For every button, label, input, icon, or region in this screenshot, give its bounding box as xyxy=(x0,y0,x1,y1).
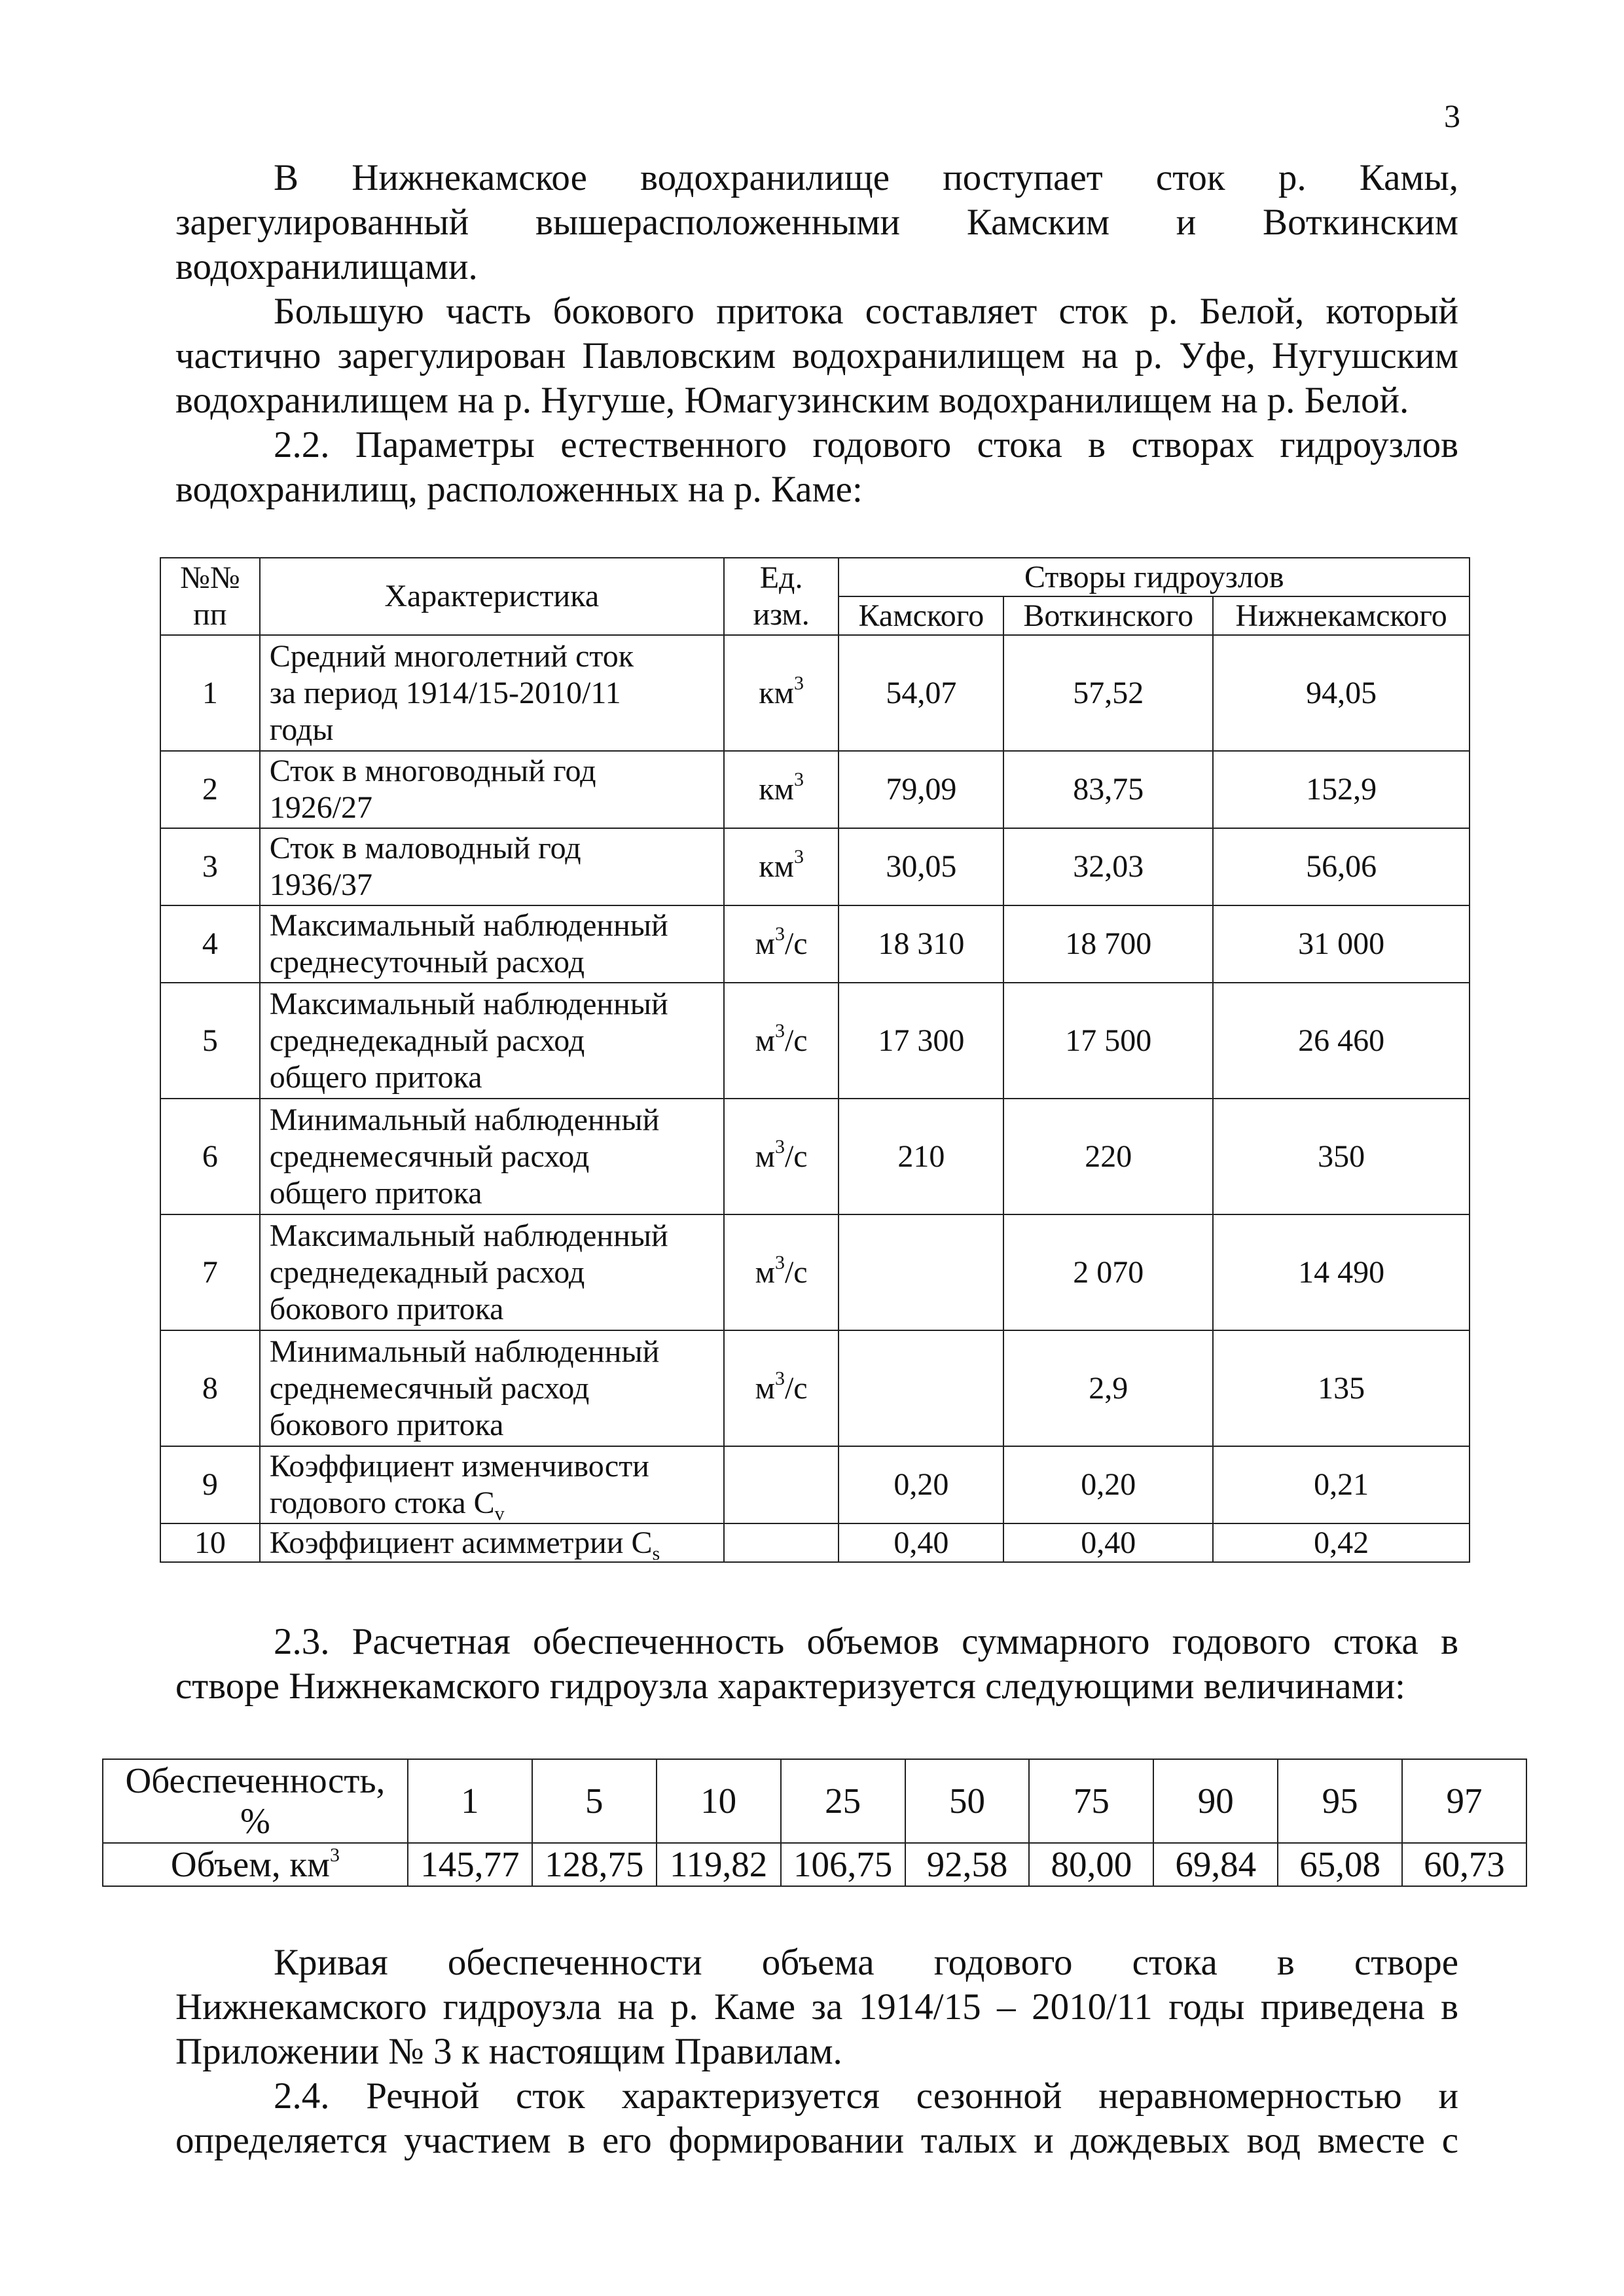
char-subscript: s xyxy=(652,1542,660,1565)
value-nizhnekamsky: 152,9 xyxy=(1213,751,1470,828)
unit-tail: /с xyxy=(784,1139,808,1174)
table-row xyxy=(160,1523,1470,1562)
value-nizhnekamsky: 0,42 xyxy=(1213,1523,1470,1562)
table-row xyxy=(160,828,1470,905)
value-votkinsky: 83,75 xyxy=(1003,751,1213,828)
header-votkinsky: Воткинского xyxy=(1003,596,1213,635)
volume-cell: 60,73 xyxy=(1402,1843,1526,1886)
char-line: Сток в многоводный год xyxy=(269,754,596,788)
volume-label-sup: 3 xyxy=(329,1844,340,1866)
text-line: водохранилищ, расположенных на р. Каме: xyxy=(175,469,863,510)
header-sites-group: Створы гидроузлов xyxy=(839,558,1470,596)
unit-base: м xyxy=(755,926,775,961)
provision-percent-row xyxy=(103,1759,1526,1843)
unit-sup: 3 xyxy=(793,769,804,790)
unit-sup: 3 xyxy=(774,923,785,945)
table-row xyxy=(160,751,1470,828)
text-line: Нижнекамского гидроузла на р. Каме за 1914/15 – 2010/11 годы приведена в xyxy=(175,1986,1458,2028)
header-unit xyxy=(724,558,839,635)
value-nizhnekamsky: 350 xyxy=(1213,1099,1470,1214)
row-characteristic xyxy=(260,635,724,751)
text-line: водохранилищами. xyxy=(175,246,478,287)
unit-tail: /с xyxy=(784,926,808,961)
page-number: 3 xyxy=(1444,98,1460,134)
row-number: 3 xyxy=(160,828,260,905)
table-row xyxy=(160,635,1470,751)
unit-sup: 3 xyxy=(774,1251,785,1273)
provision-volume-row xyxy=(103,1843,1526,1886)
header-number-line1: №№ xyxy=(180,560,240,595)
volume-cell: 80,00 xyxy=(1029,1843,1153,1886)
row-unit xyxy=(724,1099,839,1214)
text-line: створе Нижнекамского гидроузла характеризуется следующими величинами: xyxy=(175,1666,1405,1707)
row-unit xyxy=(724,1214,839,1330)
row-characteristic xyxy=(260,983,724,1099)
table-row xyxy=(160,1099,1470,1214)
row-characteristic xyxy=(260,751,724,828)
row-number: 9 xyxy=(160,1446,260,1523)
char-line: среднемесячный расход xyxy=(269,1370,590,1406)
header-nizhnekamsky: Нижнекамского xyxy=(1213,596,1470,635)
header-number xyxy=(160,558,260,635)
char-line: среднемесячный расход xyxy=(269,1139,590,1174)
row-unit xyxy=(724,635,839,751)
row-unit xyxy=(724,751,839,828)
text-line: Кривая обеспеченности объема годового стока в створе xyxy=(274,1942,1458,1983)
header-kamsky: Камского xyxy=(839,596,1003,635)
row-characteristic xyxy=(260,1523,724,1565)
value-votkinsky: 220 xyxy=(1003,1099,1213,1214)
value-nizhnekamsky: 26 460 xyxy=(1213,983,1470,1099)
percent-cell: 10 xyxy=(657,1759,781,1843)
provision-label xyxy=(103,1759,408,1843)
unit-sup: 3 xyxy=(793,672,804,694)
value-nizhnekamsky: 0,21 xyxy=(1213,1446,1470,1523)
text-line: 2.4. Речной сток характеризуется сезонной неравномерностью и xyxy=(274,2075,1458,2117)
char-line: бокового притока xyxy=(269,1407,504,1442)
char-line: среднесуточный расход xyxy=(269,945,585,979)
row-unit xyxy=(724,905,839,983)
row-unit xyxy=(724,1330,839,1446)
value-kamsky: 210 xyxy=(839,1099,1003,1214)
value-nizhnekamsky: 94,05 xyxy=(1213,635,1470,751)
text-line: Большую часть бокового притока составляет сток р. Белой, который xyxy=(274,291,1458,332)
value-kamsky: 18 310 xyxy=(839,905,1003,983)
text-line: водохранилищем на р. Нугуше, Юмагузинским водохранилищем на р. Белой. xyxy=(175,380,1409,421)
text-line: В Нижнекамское водохранилище поступает сток р. Камы, xyxy=(274,157,1458,198)
value-votkinsky: 0,20 xyxy=(1003,1446,1213,1523)
unit-base: км xyxy=(759,849,794,884)
row-characteristic xyxy=(260,1214,724,1330)
paragraph-section-2-3 xyxy=(175,1620,1458,1709)
text-line: частично зарегулирован Павловским водохранилищем на р. Уфе, Нугушским xyxy=(175,335,1458,376)
paragraph-lateral-inflow xyxy=(175,289,1458,423)
row-characteristic xyxy=(260,1330,724,1446)
paragraph-reservoir-inflow xyxy=(175,156,1458,289)
row-characteristic xyxy=(260,828,724,905)
char-line: среднедекадный расход xyxy=(269,1254,585,1290)
volume-cell: 106,75 xyxy=(781,1843,905,1886)
char-line: Максимальный наблюденный xyxy=(269,908,668,943)
char-line: Коэффициент асимметрии C xyxy=(269,1525,653,1560)
volume-label-base: Объем, км xyxy=(170,1844,330,1884)
row-characteristic xyxy=(260,905,724,983)
text-line: 2.3. Расчетная обеспеченность объемов суммарного годового стока в xyxy=(274,1621,1458,1662)
row-number: 1 xyxy=(160,635,260,751)
percent-cell: 25 xyxy=(781,1759,905,1843)
text-line: Приложении № 3 к настоящим Правилам. xyxy=(175,2031,842,2072)
value-votkinsky: 57,52 xyxy=(1003,635,1213,751)
char-line: бокового притока xyxy=(269,1291,504,1326)
value-votkinsky: 0,40 xyxy=(1003,1523,1213,1562)
unit-tail: /с xyxy=(784,1370,808,1406)
unit-base: м xyxy=(755,1370,775,1406)
char-line: Сток в маловодный год xyxy=(269,831,581,866)
char-line: 1936/37 xyxy=(269,867,373,902)
text-line: 2.2. Параметры естественного годового стока в створах гидроузлов xyxy=(274,424,1458,465)
char-line: Максимальный наблюденный xyxy=(269,1218,668,1253)
value-nizhnekamsky: 14 490 xyxy=(1213,1214,1470,1330)
char-line: общего притока xyxy=(269,1059,482,1095)
table-row xyxy=(160,1446,1470,1523)
row-unit xyxy=(724,983,839,1099)
row-number: 4 xyxy=(160,905,260,983)
text-line: определяется участием в его формировании талых и дождевых вод вместе с xyxy=(175,2120,1458,2161)
value-kamsky: 54,07 xyxy=(839,635,1003,751)
row-characteristic xyxy=(260,1446,724,1523)
row-unit xyxy=(724,1523,839,1562)
char-subscript: v xyxy=(494,1503,505,1525)
volume-cell: 145,77 xyxy=(408,1843,532,1886)
row-number: 10 xyxy=(160,1523,260,1562)
unit-base: м xyxy=(755,1254,775,1290)
header-unit-line1: Ед. xyxy=(759,560,803,595)
percent-cell: 97 xyxy=(1402,1759,1526,1843)
row-number: 5 xyxy=(160,983,260,1099)
value-votkinsky: 18 700 xyxy=(1003,905,1213,983)
provision-table xyxy=(102,1758,1527,1887)
text-line: зарегулированный вышерасположенными Камским и Воткинским xyxy=(175,202,1458,243)
char-line: годового стока C xyxy=(269,1485,495,1520)
char-line: Коэффициент изменчивости xyxy=(269,1449,649,1484)
unit-sup: 3 xyxy=(793,846,804,867)
char-line: Минимальный наблюденный xyxy=(269,1334,660,1369)
percent-cell: 90 xyxy=(1153,1759,1278,1843)
value-nizhnekamsky: 135 xyxy=(1213,1330,1470,1446)
char-line: годы xyxy=(269,712,334,747)
char-line: за период 1914/15-2010/11 xyxy=(269,675,621,710)
percent-cell: 95 xyxy=(1278,1759,1402,1843)
unit-sup: 3 xyxy=(774,1135,785,1157)
row-unit xyxy=(724,828,839,905)
table-row xyxy=(160,1214,1470,1330)
header-number-line2: пп xyxy=(193,597,227,632)
value-kamsky: 0,20 xyxy=(839,1446,1003,1523)
row-number: 2 xyxy=(160,751,260,828)
char-line: среднедекадный расход xyxy=(269,1023,585,1058)
runoff-parameters-table xyxy=(160,557,1470,1563)
value-nizhnekamsky: 56,06 xyxy=(1213,828,1470,905)
volume-label xyxy=(103,1843,408,1886)
unit-base: км xyxy=(759,772,794,807)
paragraph-section-2-2 xyxy=(175,423,1458,512)
row-characteristic xyxy=(260,1099,724,1214)
char-line: 1926/27 xyxy=(269,790,373,825)
table-row xyxy=(160,1330,1470,1446)
table-row xyxy=(160,983,1470,1099)
volume-cell: 128,75 xyxy=(532,1843,657,1886)
char-line: Максимальный наблюденный xyxy=(269,986,668,1021)
unit-base: км xyxy=(759,675,794,710)
percent-cell: 50 xyxy=(905,1759,1030,1843)
unit-sup: 3 xyxy=(774,1367,785,1389)
volume-cell: 119,82 xyxy=(657,1843,781,1886)
header-unit-line2: изм. xyxy=(753,597,810,632)
unit-base: м xyxy=(755,1023,775,1058)
header-characteristic: Характеристика xyxy=(260,558,724,635)
volume-cell: 69,84 xyxy=(1153,1843,1278,1886)
paragraph-provision-curve xyxy=(175,1941,1458,2074)
unit-sup: 3 xyxy=(774,1019,785,1042)
char-line: Минимальный наблюденный xyxy=(269,1102,660,1137)
value-kamsky xyxy=(839,1330,1003,1446)
percent-cell: 1 xyxy=(408,1759,532,1843)
value-kamsky xyxy=(839,1214,1003,1330)
volume-cell: 92,58 xyxy=(905,1843,1030,1886)
unit-tail: /с xyxy=(784,1254,808,1290)
row-number: 6 xyxy=(160,1099,260,1214)
value-nizhnekamsky: 31 000 xyxy=(1213,905,1470,983)
percent-cell: 5 xyxy=(532,1759,657,1843)
provision-label-line1: Обеспеченность, xyxy=(125,1760,386,1800)
row-number: 8 xyxy=(160,1330,260,1446)
row-unit xyxy=(724,1446,839,1523)
value-votkinsky: 32,03 xyxy=(1003,828,1213,905)
value-votkinsky: 17 500 xyxy=(1003,983,1213,1099)
row-number: 7 xyxy=(160,1214,260,1330)
char-line: общего притока xyxy=(269,1175,482,1211)
char-line: Средний многолетний сток xyxy=(269,638,634,674)
unit-base: м xyxy=(755,1139,775,1174)
percent-cell: 75 xyxy=(1029,1759,1153,1843)
value-kamsky: 79,09 xyxy=(839,751,1003,828)
provision-label-line2: % xyxy=(240,1801,270,1841)
value-kamsky: 30,05 xyxy=(839,828,1003,905)
paragraph-section-2-4 xyxy=(175,2074,1458,2163)
value-votkinsky: 2 070 xyxy=(1003,1214,1213,1330)
table-row xyxy=(160,905,1470,983)
value-votkinsky: 2,9 xyxy=(1003,1330,1213,1446)
volume-cell: 65,08 xyxy=(1278,1843,1402,1886)
value-kamsky: 17 300 xyxy=(839,983,1003,1099)
unit-tail: /с xyxy=(784,1023,808,1058)
value-kamsky: 0,40 xyxy=(839,1523,1003,1562)
